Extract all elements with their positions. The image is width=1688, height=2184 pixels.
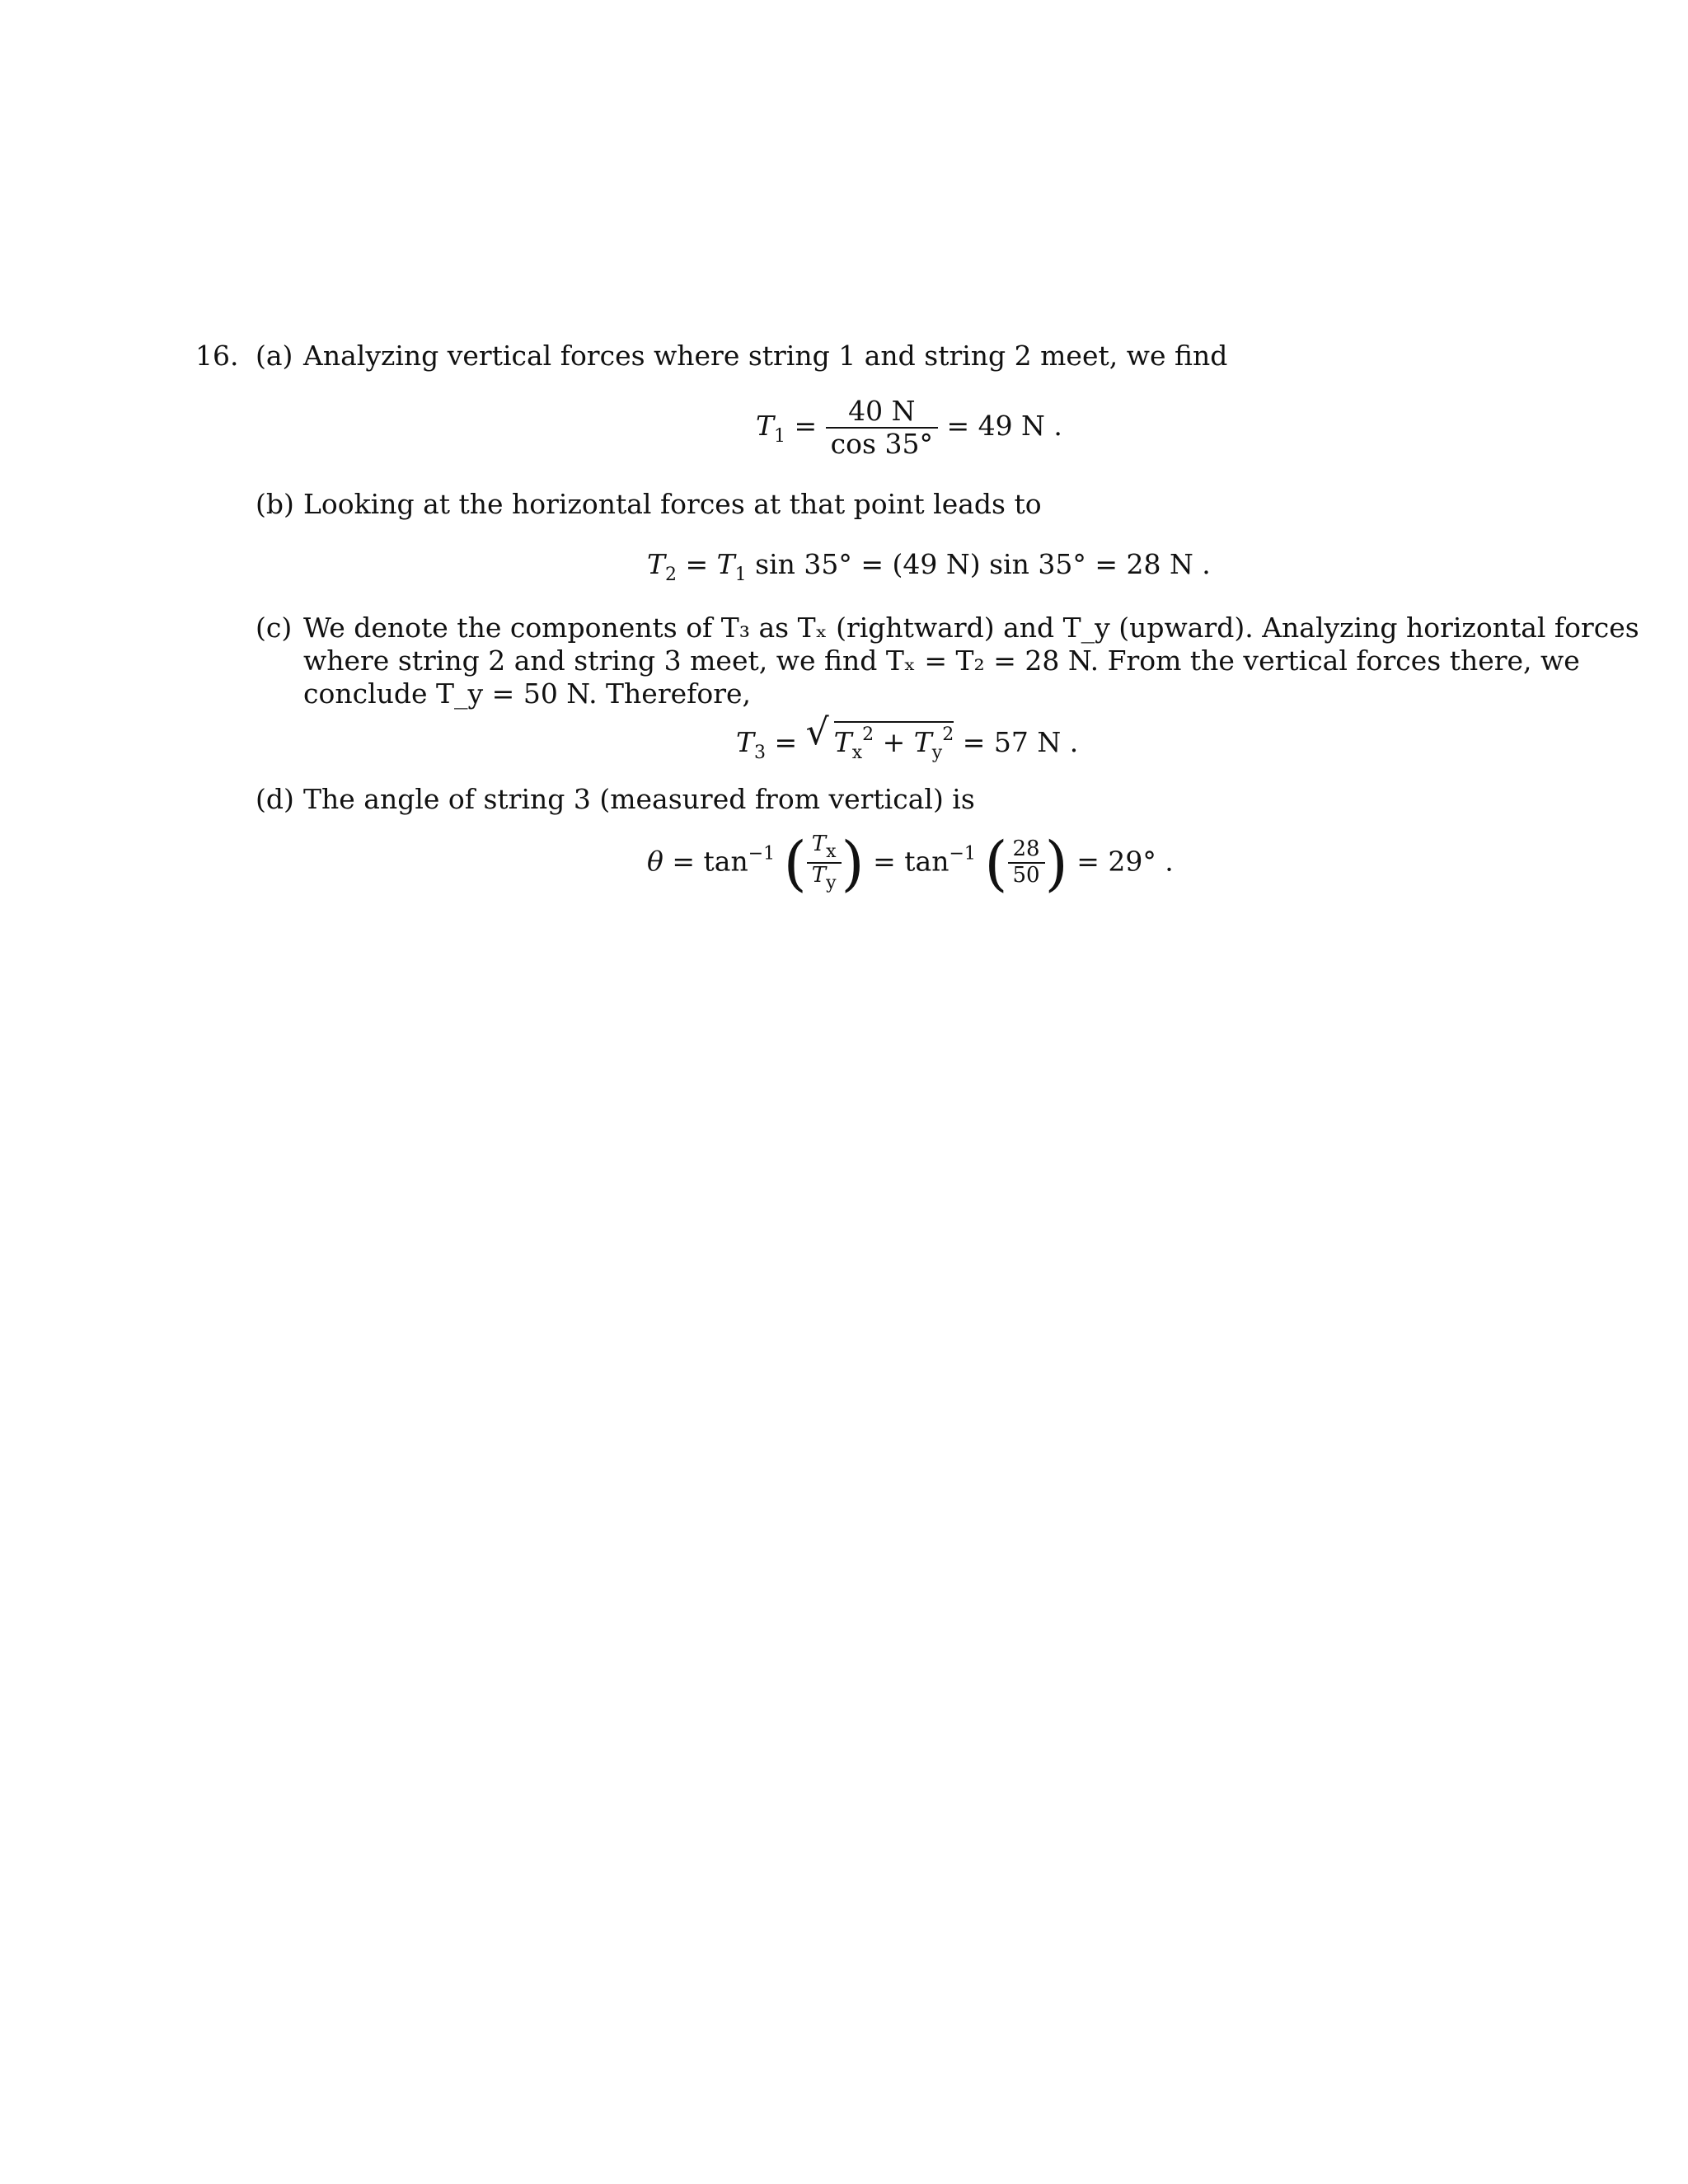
left-paren-icon: (	[984, 828, 1008, 898]
eq-a-denominator: cos 35°	[830, 427, 933, 460]
part-a-label: (a)	[256, 340, 293, 372]
eq-d-tan: = tan	[672, 845, 748, 878]
part-d-label: (d)	[256, 783, 294, 815]
eq-d-fraction2	[1008, 837, 1045, 888]
eq-c-equals: =	[774, 726, 798, 758]
eq-d-inv2: −1	[949, 843, 976, 865]
eq-a-equals: =	[794, 409, 818, 442]
eq-c-lhs-sub: 3	[754, 743, 767, 763]
eq-b-t1: T	[716, 548, 735, 580]
part-a-text: Analyzing vertical forces where string 1 and string 2 meet, we find	[303, 340, 1228, 372]
eq-d-fraction1	[807, 832, 842, 894]
eq-b-rest: sin 35° = (49 N) sin 35° = 28 N .	[746, 548, 1211, 580]
eq-c-rad-t2: T	[913, 726, 932, 758]
eq-c-radicand	[834, 721, 954, 764]
part-c-label: (c)	[256, 612, 293, 644]
eq-c-rad-sup1: 2	[862, 724, 874, 745]
eq-c-sqrt	[805, 711, 954, 764]
eq-d-result: = 29° .	[1076, 845, 1174, 878]
eq-a-lhs-sub: 1	[774, 425, 786, 447]
part-b-label: (b)	[256, 488, 294, 520]
eq-a-result: = 49 N .	[946, 409, 1062, 442]
eq-d-tan2: = tan	[873, 845, 950, 878]
eq-d-frac1-den: $T_y$	[811, 863, 837, 894]
equation-d	[647, 828, 1174, 898]
eq-d-theta: θ	[647, 845, 663, 878]
eq-c-result: = 57 N .	[962, 726, 1079, 758]
eq-b-t1-sub: 1	[734, 565, 747, 585]
right-paren-icon: )	[841, 828, 865, 898]
eq-c-rad-sub2: y	[931, 743, 943, 763]
eq-a-lhs: T	[756, 409, 775, 442]
part-c-line1: We denote the components of T₃ as Tₓ (rightward) and T_y (upward). Analyzing horizontal forces	[303, 612, 1639, 644]
left-paren-icon: (	[783, 828, 807, 898]
eq-c-rad-plus: +	[882, 726, 906, 758]
eq-b-lhs: T	[647, 548, 666, 580]
part-d-text: The angle of string 3 (measured from vertical) is	[303, 783, 975, 815]
eq-d-frac1-num: $T_x$	[807, 832, 842, 864]
equation-b	[647, 548, 1211, 586]
part-c-line3: conclude T_y = 50 N. Therefore,	[303, 677, 752, 710]
eq-d-frac2-num: 28	[1008, 837, 1045, 864]
problem-number: 16.	[195, 340, 239, 372]
eq-c-rad-t1: T	[833, 726, 852, 758]
eq-c-rad-sub1: x	[851, 743, 863, 763]
eq-a-fraction	[826, 396, 938, 460]
eq-b-equals: =	[685, 548, 717, 580]
eq-d-frac2-den: 50	[1012, 863, 1040, 888]
part-c-line2: where string 2 and string 3 meet, we find Tₓ = T₂ = 28 N. From the vertical forces there, we	[303, 644, 1580, 677]
right-paren-icon: )	[1044, 828, 1068, 898]
eq-a-numerator: 40 N	[826, 396, 938, 429]
eq-c-lhs: T	[736, 726, 755, 758]
eq-d-inv: −1	[748, 843, 776, 865]
sqrt-sign-icon: √	[805, 711, 829, 753]
part-b-text: Looking at the horizontal forces at that point leads to	[303, 488, 1042, 520]
equation-c	[736, 711, 1079, 764]
eq-c-rad-sup2: 2	[942, 724, 954, 745]
eq-b-lhs-sub: 2	[665, 565, 678, 585]
equation-a	[756, 396, 1062, 460]
